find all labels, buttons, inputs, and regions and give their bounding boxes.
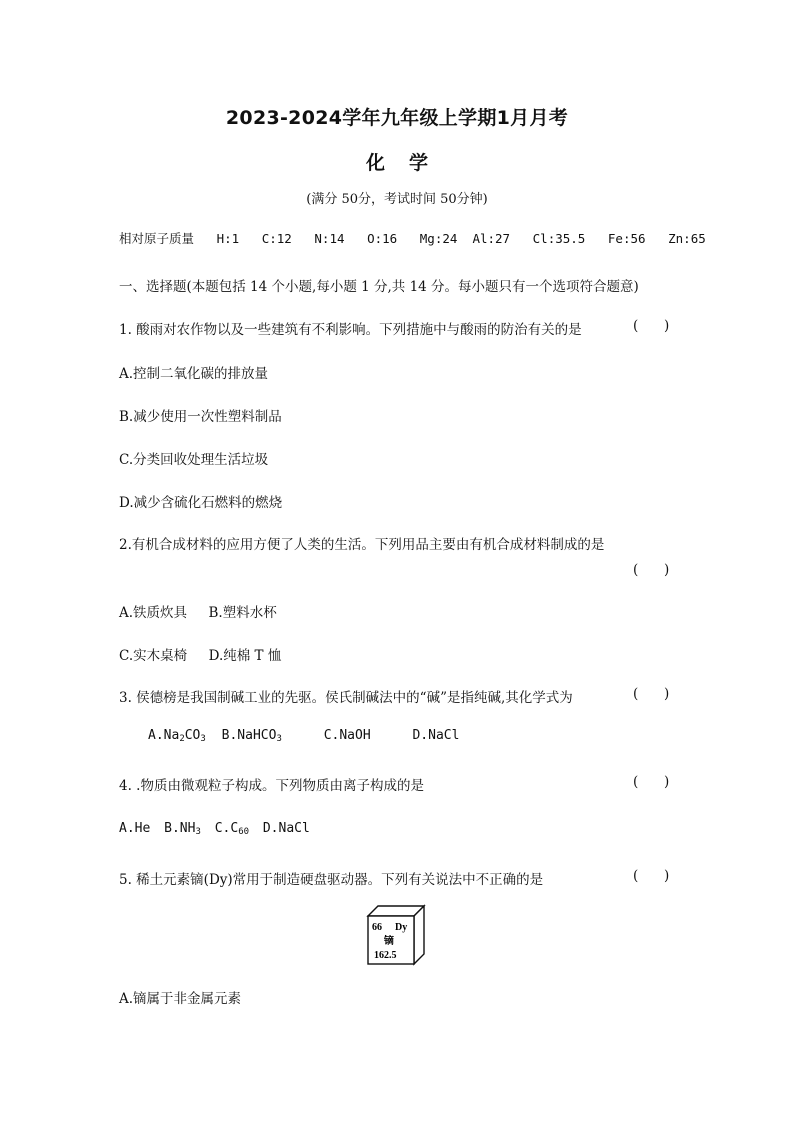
q4-option-c: $C.C_{60}$ [214,821,250,837]
q2-options-row1: A.铁质炊具 B.塑料水杯 [119,605,277,621]
q3-option-d: D.NaCl [412,728,460,743]
atomic-mass-line: 相对原子质量 H:1 C:12 N:14 O:16 Mg:24 Al:27 Cl:35.5 Fe:56 Zn:65 [119,231,706,246]
element-atomic-number: 66 [372,922,382,933]
q1-option-c: C.分类回收处理生活垃圾 [119,452,269,468]
q5-option-a: A.镝属于非金属元素 [119,991,242,1007]
q1-stem: 1. 酸雨对农作物以及一些建筑有不利影响。下列措施中与酸雨的防治有关的是 [119,322,582,338]
q3-answer-paren: ( ) [633,686,670,702]
element-symbol: Dy [395,922,408,933]
section-heading: 一、选择题(本题包括 14 个小题,每小题 1 分,共 14 分。每小题只有一个选项符合题意) [119,279,639,295]
q5-stem: 5. 稀土元素镝(Dy)常用于制造硬盘驱动器。下列有关说法中不正确的是 [119,872,544,888]
q4-option-d: D.NaCl [262,821,310,836]
q3-options [148,728,459,744]
q3-option-c: C.NaOH [323,728,371,743]
q4-answer-paren: ( ) [633,774,670,790]
q3-stem: 3. 侯德榜是我国制碱工业的先驱。侯氏制碱法中的“碱”是指纯碱,其化学式为 [119,690,573,706]
q2-answer-paren: ( ) [633,562,670,578]
q5-answer-paren: ( ) [633,868,670,884]
exam-title: 2023-2024学年九年级上学期1月月考 [225,107,569,129]
element-atomic-mass: 162.5 [374,950,397,961]
q1-option-a: A.控制二氧化碳的排放量 [119,366,269,382]
element-name: 镝 [384,936,394,947]
q1-option-b: B.减少使用一次性塑料制品 [119,409,282,425]
q4-option-b: $B.NH_3$ [164,821,201,837]
q2-options-row2: C.实木桌椅 D.纯棉 T 恤 [119,648,282,664]
q2-stem: 2.有机合成材料的应用方便了人类的生活。下列用品主要由有机合成材料制成的是 [119,537,605,553]
q3-option-a: $A.Na_2CO_3$ [148,728,206,744]
q4-options [119,821,310,837]
q1-option-d: D.减少含硫化石燃料的燃烧 [119,495,283,511]
q4-stem: 4. .物质由微观粒子构成。下列物质由离子构成的是 [119,778,424,794]
q3-option-b: B.NaHCO$_3$ [221,728,282,744]
element-cube-figure [366,904,428,966]
subject-title: 化学 [365,152,452,174]
exam-note: (满分 50分，考试时间 50分钟) [306,192,488,207]
q1-answer-paren: ( ) [633,318,670,334]
q4-option-a: A.He [119,821,151,836]
